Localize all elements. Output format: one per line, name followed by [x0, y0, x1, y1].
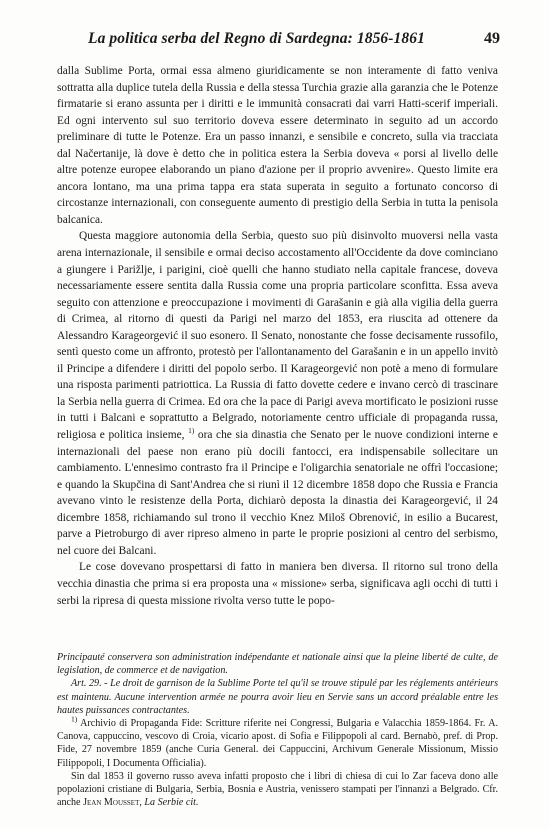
- footnote-2-text: Sin dal 1853 il governo russo aveva infatti proposto che i libri di chiesa di cui lo Zar faceva dono alle popolazioni cristiane di Bulgaria, Serbia, Bosnia e Austria, venissero stampati per l'innanzi a Belgrado. Cfr. anche: [57, 770, 498, 809]
- footnote-reference[interactable]: 1): [188, 426, 195, 436]
- footnote-2: [57, 770, 498, 810]
- footnote-2-work: La Serbie cit.: [144, 797, 199, 809]
- running-title: La politica serba del Regno di Sardegna: 1856-1861: [88, 30, 425, 47]
- footnote-quote-2: Art. 29. - Le droit de garnison de la Sublime Porte tel qu'il se trouve stipulé par les réglements antérieurs est maintenu. Aucune intervention armée ne pourra avoir lieu en Servie sans un accord préalable entre les hautes puissances contractantes.: [57, 678, 498, 716]
- footnotes: [57, 651, 498, 809]
- paragraph-1: dalla Sublime Porta, ormai essa almeno giuridicamente se non interamente di fatto veniva sottratta alla duplice tutela della Russia e della stessa Turchia grazie alla garanzia che le Potenze firmatarie si erano assunta per i diritti e le immunità consacrati dai varri Hatti-scerif imperiali. Ed ogni intervento sul suo territorio doveva essere determinato in seguito ad un accordo preliminare di tutte le Potenze. Era un passo innanzi, e sensibile e concreto, sulla via tracciata dal Načertanije, là dove è detto che in politica estera la Serbia doveva « porsi al livello delle altre potenze europee elaborando un piano d'azione per il proprio avvenire». Questo limite era ancora lontano, ma una prima tappa era stata superata in seguito a fortunato concorso di circostanze internazionali, con conseguente aumento di prestigio della Serbia in tutta la penisola balcanica.: [57, 65, 498, 226]
- running-head: [88, 30, 500, 54]
- footnote-2-author: Jean Mousset,: [83, 797, 142, 809]
- body-text: [57, 63, 498, 609]
- footnote-1-text: Archivio di Propaganda Fide: Scritture riferite nei Congressi, Bulgaria e Valacchia 1859-1864. Fr. A. Canova, cappuccino, vescovo di Croia, vicario apost. di Sofia e Filippopoli al card. Bernabò, pref. di Prop. Fide, 27 novembre 1859 (anche Curia General. dei Cappuccini, Archivum Generale Missionum, Missio Filippopoli, I Documenta Officialia).: [57, 718, 499, 769]
- paragraph-2: [57, 228, 498, 559]
- paragraph-2-continuation: ora che sia dinastia che Senato per le nuove condizioni interne e internazionali del paese non erano più docili fantocci, era indispensabile sollecitare un cambiamento. L'ennesimo contrasto fra il Principe e l'oligarchia senatoriale ne offrì l'occasione; e quando la Skupčina di Sant'Andrea che si riunì il 12 dicembre 1858 dopo che Russia e Francia avevano vinto le resistenze della Porta, dichiarò deposta la dinastia dei Karageorgević, il 24 dicembre 1858, richiamando sul trono il vecchio Knez Miloš Obrenović, in esilio a Bucarest, parve a Pietroburgo di aver ripreso almeno in parte le proprie posizioni al centro del serbismo, nel cuore dei Balcani.: [57, 429, 498, 557]
- footnote-1: [57, 714, 499, 770]
- paragraph-2-text: Questa maggiore autonomia della Serbia, questo suo più disinvolto muoversi nella vasta arena internazionale, il sensibile e ormai deciso accostamento all'Occidente da dove cominciano a giungere i Parižlje, i parigini, cioè quelli che hanno studiato nella capitale francese, doveva necessariamente essere sentita dalla Russia come una propria particolare sconfitta. Essa aveva seguito con attenzione e preoccupazione i movimenti di Garašanin e già alla vigilia della guerra di Crimea, al ritorno di questi da Parigi nel marzo del 1853, era riuscita ad ottenere da Alessandro Karageorgević il suo esonero. Il Senato, nonostante che fosse decisamente russofilo, sentì questo come un affronto, protestò per l'allontanamento del Garašanin e in un appello invitò il Principe a difendere i diritti del popolo serbo. Il Karageorgević non potè a meno di formulare una risposta parimenti patriottica. La Russia di fatto dovette cedere e invano cercò di trascinare la Serbia nella guerra di Crimea. Ed ora che la pace di Parigi aveva mortificato le posizioni russe in tutti i Balcani e soprattutto a Belgrado, notoriamente centro ufficiale di propaganda russa, religiosa e politica insieme,: [57, 230, 498, 442]
- page-number: 49: [484, 30, 500, 47]
- footnote-quote-1: Principauté conservera son administration indépendante et nationale ainsi que la pleine liberté de culte, de legislation, de commerce et de navigation.: [57, 652, 498, 677]
- footnote-1-marker: 1): [71, 714, 78, 724]
- paragraph-3: Le cose dovevano prospettarsi di fatto in maniera ben diversa. Il ritorno sul trono della vecchia dinastia che prima si era proposta una « missione» serba, significava agli occhi di tutti i serbi la ripresa di questa missione rivolta verso tutte le popo-: [57, 561, 498, 607]
